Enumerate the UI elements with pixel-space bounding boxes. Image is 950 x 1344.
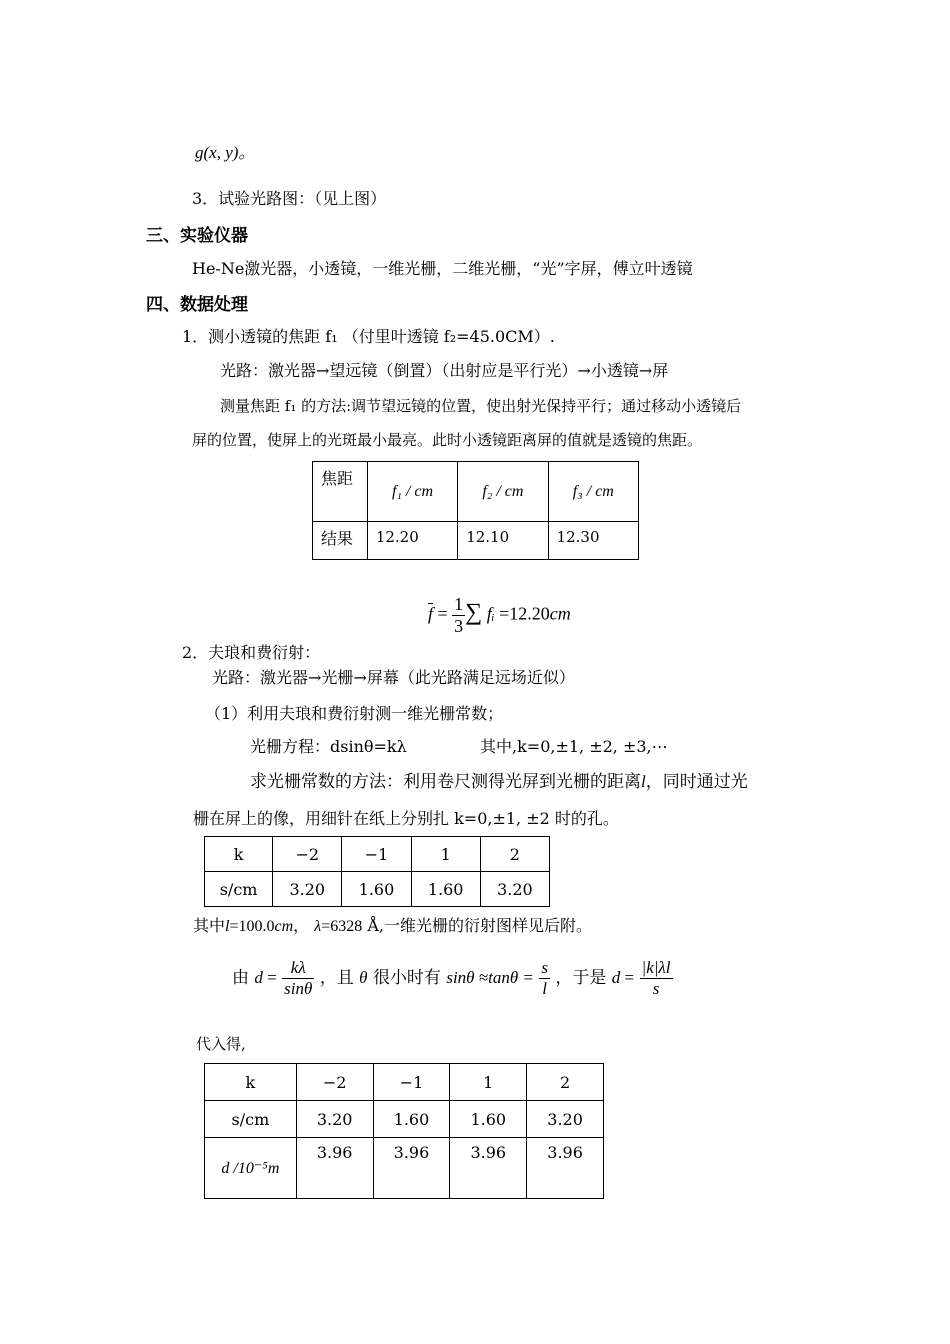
- table-row-label: 结果: [313, 522, 368, 560]
- substitute-text: 代入得,: [196, 1035, 246, 1053]
- where-line: 其中l=100.0cm， λ=6328 Å,一维光栅的衍射图样见后附。: [193, 916, 592, 935]
- table-header: −2: [296, 1064, 373, 1101]
- table-header: f₂ / cm: [458, 462, 548, 522]
- table-cell: 3.96: [450, 1138, 527, 1199]
- d-variable: d: [611, 968, 621, 987]
- lambda-variable: λ: [314, 918, 322, 935]
- fraction-numerator: s: [541, 958, 548, 977]
- table-header: 2: [527, 1064, 604, 1101]
- fraction-k-lambda: [282, 958, 314, 999]
- method-text: ，同时通过光: [645, 772, 748, 792]
- theta-variable: θ: [359, 968, 368, 987]
- table-cell: 1.60: [373, 1101, 450, 1138]
- table-header: k: [205, 1064, 297, 1101]
- method-text: 求光栅常数的方法：利用卷尺测得光屏到光栅的距离: [250, 772, 641, 792]
- derive-text: 由: [232, 968, 249, 988]
- item-2-method-line1: [250, 767, 748, 792]
- table-header: 1: [411, 837, 480, 872]
- table-header: 1: [450, 1064, 527, 1101]
- section-3-content: He-Ne激光器，小透镜，一维光栅，二维光栅，“光”字屏，傅立叶透镜: [192, 259, 693, 278]
- table-header: f₃ / cm: [548, 462, 638, 522]
- table-cell: 3.96: [527, 1138, 604, 1199]
- table-cell: 3.20: [527, 1101, 604, 1138]
- fraction-denominator: l: [539, 978, 550, 999]
- mean-symbol: $\overline{f}$: [428, 603, 434, 624]
- item-2-method-line2: 栅在屏上的像，用细针在纸上分别扎 k=0,±1, ±2 时的孔。: [193, 809, 619, 828]
- focal-length-table: [312, 461, 639, 560]
- grating-table-1: [204, 836, 550, 907]
- grating-equation: 光栅方程：dsinθ=kλ: [250, 737, 407, 756]
- derive-text: 很小时有: [372, 968, 441, 988]
- table-header: −2: [273, 837, 342, 872]
- table-cell: s/cm: [205, 872, 273, 907]
- mean-result: =12.20: [499, 603, 550, 624]
- table-cell: 3.96: [373, 1138, 450, 1199]
- fraction-k-lambda-l: [640, 958, 673, 999]
- fraction-numerator: |k|λl: [641, 958, 671, 977]
- table-header: −1: [342, 837, 411, 872]
- item-2-title: 2．夫琅和费衍射：: [182, 643, 321, 662]
- mean-unit: cm: [549, 603, 571, 624]
- fraction-s-l: [539, 958, 550, 999]
- table-row-label: d /10⁻⁵m: [205, 1138, 297, 1199]
- unit: cm: [274, 918, 294, 935]
- l-variable: l: [225, 918, 230, 935]
- where-text: 其中: [193, 916, 226, 935]
- table-cell: 3.20: [480, 872, 549, 907]
- grating-table-2: [204, 1063, 604, 1199]
- section-3-heading: 三、实验仪器: [146, 226, 248, 246]
- table-cell: 12.20: [367, 522, 457, 560]
- top-formula: g(x, y)。: [195, 143, 256, 162]
- table-cell: 1.60: [342, 872, 411, 907]
- derive-text: ，于是: [555, 968, 607, 988]
- item-1-path: 光路：激光器→望远镜（倒置）（出射应是平行光）→小透镜→屏: [220, 361, 669, 380]
- where-text: Å,一维光栅的衍射图样见后附。: [367, 916, 592, 935]
- table-header: −1: [373, 1064, 450, 1101]
- equals: =: [437, 603, 448, 624]
- table-header: 2: [480, 837, 549, 872]
- table-cell: 1.60: [411, 872, 480, 907]
- item-1-method-line1: 测量焦距 f₁ 的方法:调节望远镜的位置，使出射光保持平行；通过移动小透镜后: [220, 397, 742, 415]
- lambda-value: =6328: [321, 918, 363, 935]
- table-cell: 1.60: [450, 1101, 527, 1138]
- table-cell: s/cm: [205, 1101, 297, 1138]
- fraction: [452, 594, 465, 637]
- sum-term: fᵢ: [486, 603, 495, 624]
- table-header: k: [205, 837, 273, 872]
- item-1-method-line2: 屏的位置，使屏上的光斑最小最亮。此时小透镜距离屏的值就是透镜的焦距。: [192, 431, 703, 449]
- sum-symbol: ∑: [465, 599, 483, 626]
- item-1-title: 1．测小透镜的焦距 f₁ （付里叶透镜 f₂=45.0CM）.: [182, 327, 555, 346]
- l-variable: l: [641, 772, 646, 791]
- fraction-numerator: 1: [454, 594, 464, 614]
- grating-equation-where: 其中,k=0,±1, ±2, ±3,⋯: [480, 737, 668, 756]
- table-cell: 3.20: [273, 872, 342, 907]
- item-2-sub1: （1）利用夫琅和费衍射测一维光栅常数；: [205, 704, 504, 723]
- table-cell: 12.30: [548, 522, 638, 560]
- table-row-label: 焦距: [313, 462, 368, 522]
- l-value: =100.0: [229, 918, 275, 935]
- fraction-denominator: sinθ: [284, 979, 313, 998]
- derivation-line: 由 d = $\frac{k\lambda}{\sin\theta}$ ，且 θ 很小时有 sinθ ≈tanθ = $\frac{s}{l}$ ，于是 d = $\frac{|k|\lambda l}{s}$: [232, 958, 671, 998]
- derive-text: ，且: [319, 968, 354, 988]
- table-cell: 3.96: [296, 1138, 373, 1199]
- d-variable: d: [254, 968, 263, 987]
- fraction-numerator: kλ: [290, 958, 306, 977]
- table-cell: 3.20: [296, 1101, 373, 1138]
- item-3: 3．试验光路图：（见上图）: [192, 189, 387, 208]
- approx-expression: sinθ ≈tanθ =: [446, 968, 534, 987]
- item-2-path: 光路：激光器→光栅→屏幕（此光路满足远场近似）: [212, 668, 575, 687]
- section-4-heading: 四、数据处理: [146, 295, 248, 315]
- fraction-denominator: 3: [454, 616, 464, 636]
- table-cell: 12.10: [458, 522, 548, 560]
- fraction-denominator: s: [640, 978, 673, 999]
- mean-formula: [428, 594, 571, 637]
- table-header: f₁ / cm: [367, 462, 457, 522]
